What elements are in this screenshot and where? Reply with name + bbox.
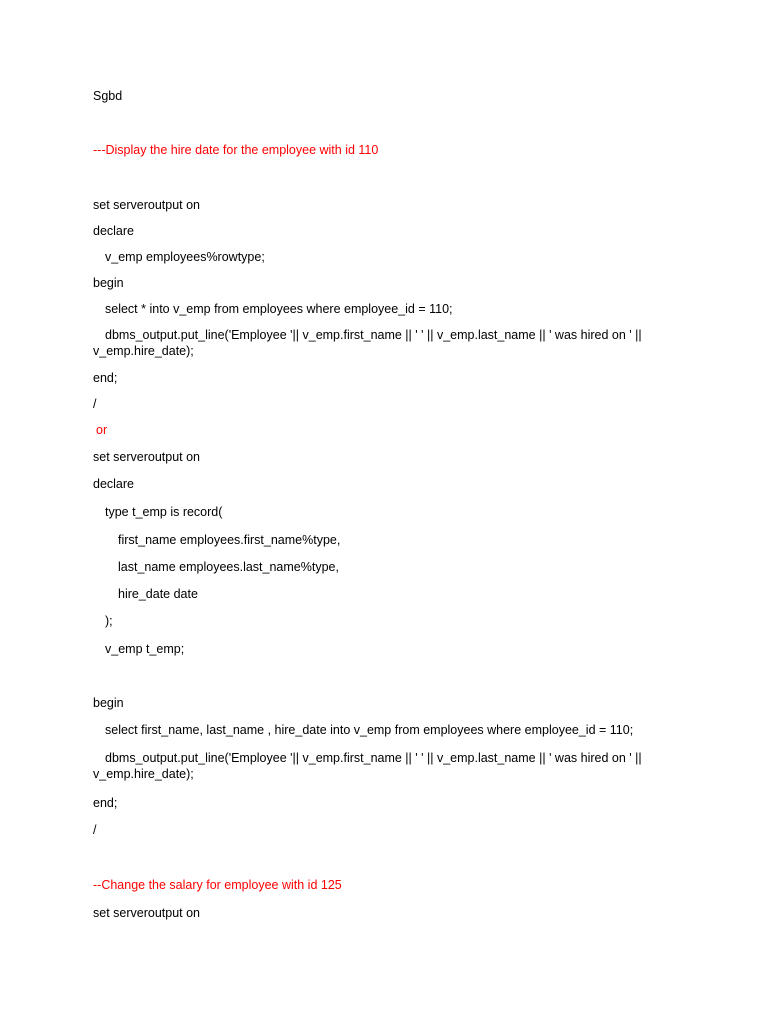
code-line: end; (93, 371, 118, 385)
code-line: last_name employees.last_name%type, (118, 560, 339, 574)
code-line: type t_emp is record( (105, 505, 223, 519)
document-title: Sgbd (93, 89, 123, 103)
code-line: select first_name, last_name , hire_date into v_emp from employees where employee_id = 110; (105, 723, 634, 737)
code-line: set serveroutput on (93, 906, 201, 920)
comment-line: --Change the salary for employee with id 125 (93, 878, 342, 892)
code-line: begin (93, 276, 124, 290)
or-separator: or (96, 423, 108, 437)
code-line: / (93, 397, 97, 411)
code-line: dbms_output.put_line('Employee '|| v_emp.first_name || ' ' || v_emp.last_name || ' was hired on ' || v_emp.hire_date); (93, 328, 642, 358)
code-line: first_name employees.first_name%type, (118, 533, 341, 547)
code-line: select * into v_emp from employees where employee_id = 110; (105, 302, 453, 316)
code-line: v_emp employees%rowtype; (105, 250, 265, 264)
code-line: dbms_output.put_line('Employee '|| v_emp.first_name || ' ' || v_emp.last_name || ' was hired on ' || v_emp.hire_date); (93, 751, 642, 781)
code-line: begin (93, 696, 124, 710)
comment-line: ---Display the hire date for the employee with id 110 (93, 143, 379, 157)
code-line: set serveroutput on (93, 450, 201, 464)
code-line: end; (93, 796, 118, 810)
code-line: hire_date date (118, 587, 198, 601)
code-line: declare (93, 224, 134, 238)
code-line: ); (105, 614, 113, 628)
code-line: / (93, 823, 97, 837)
code-line: v_emp t_emp; (105, 642, 185, 656)
code-line: set serveroutput on (93, 198, 201, 212)
code-line: declare (93, 477, 134, 491)
